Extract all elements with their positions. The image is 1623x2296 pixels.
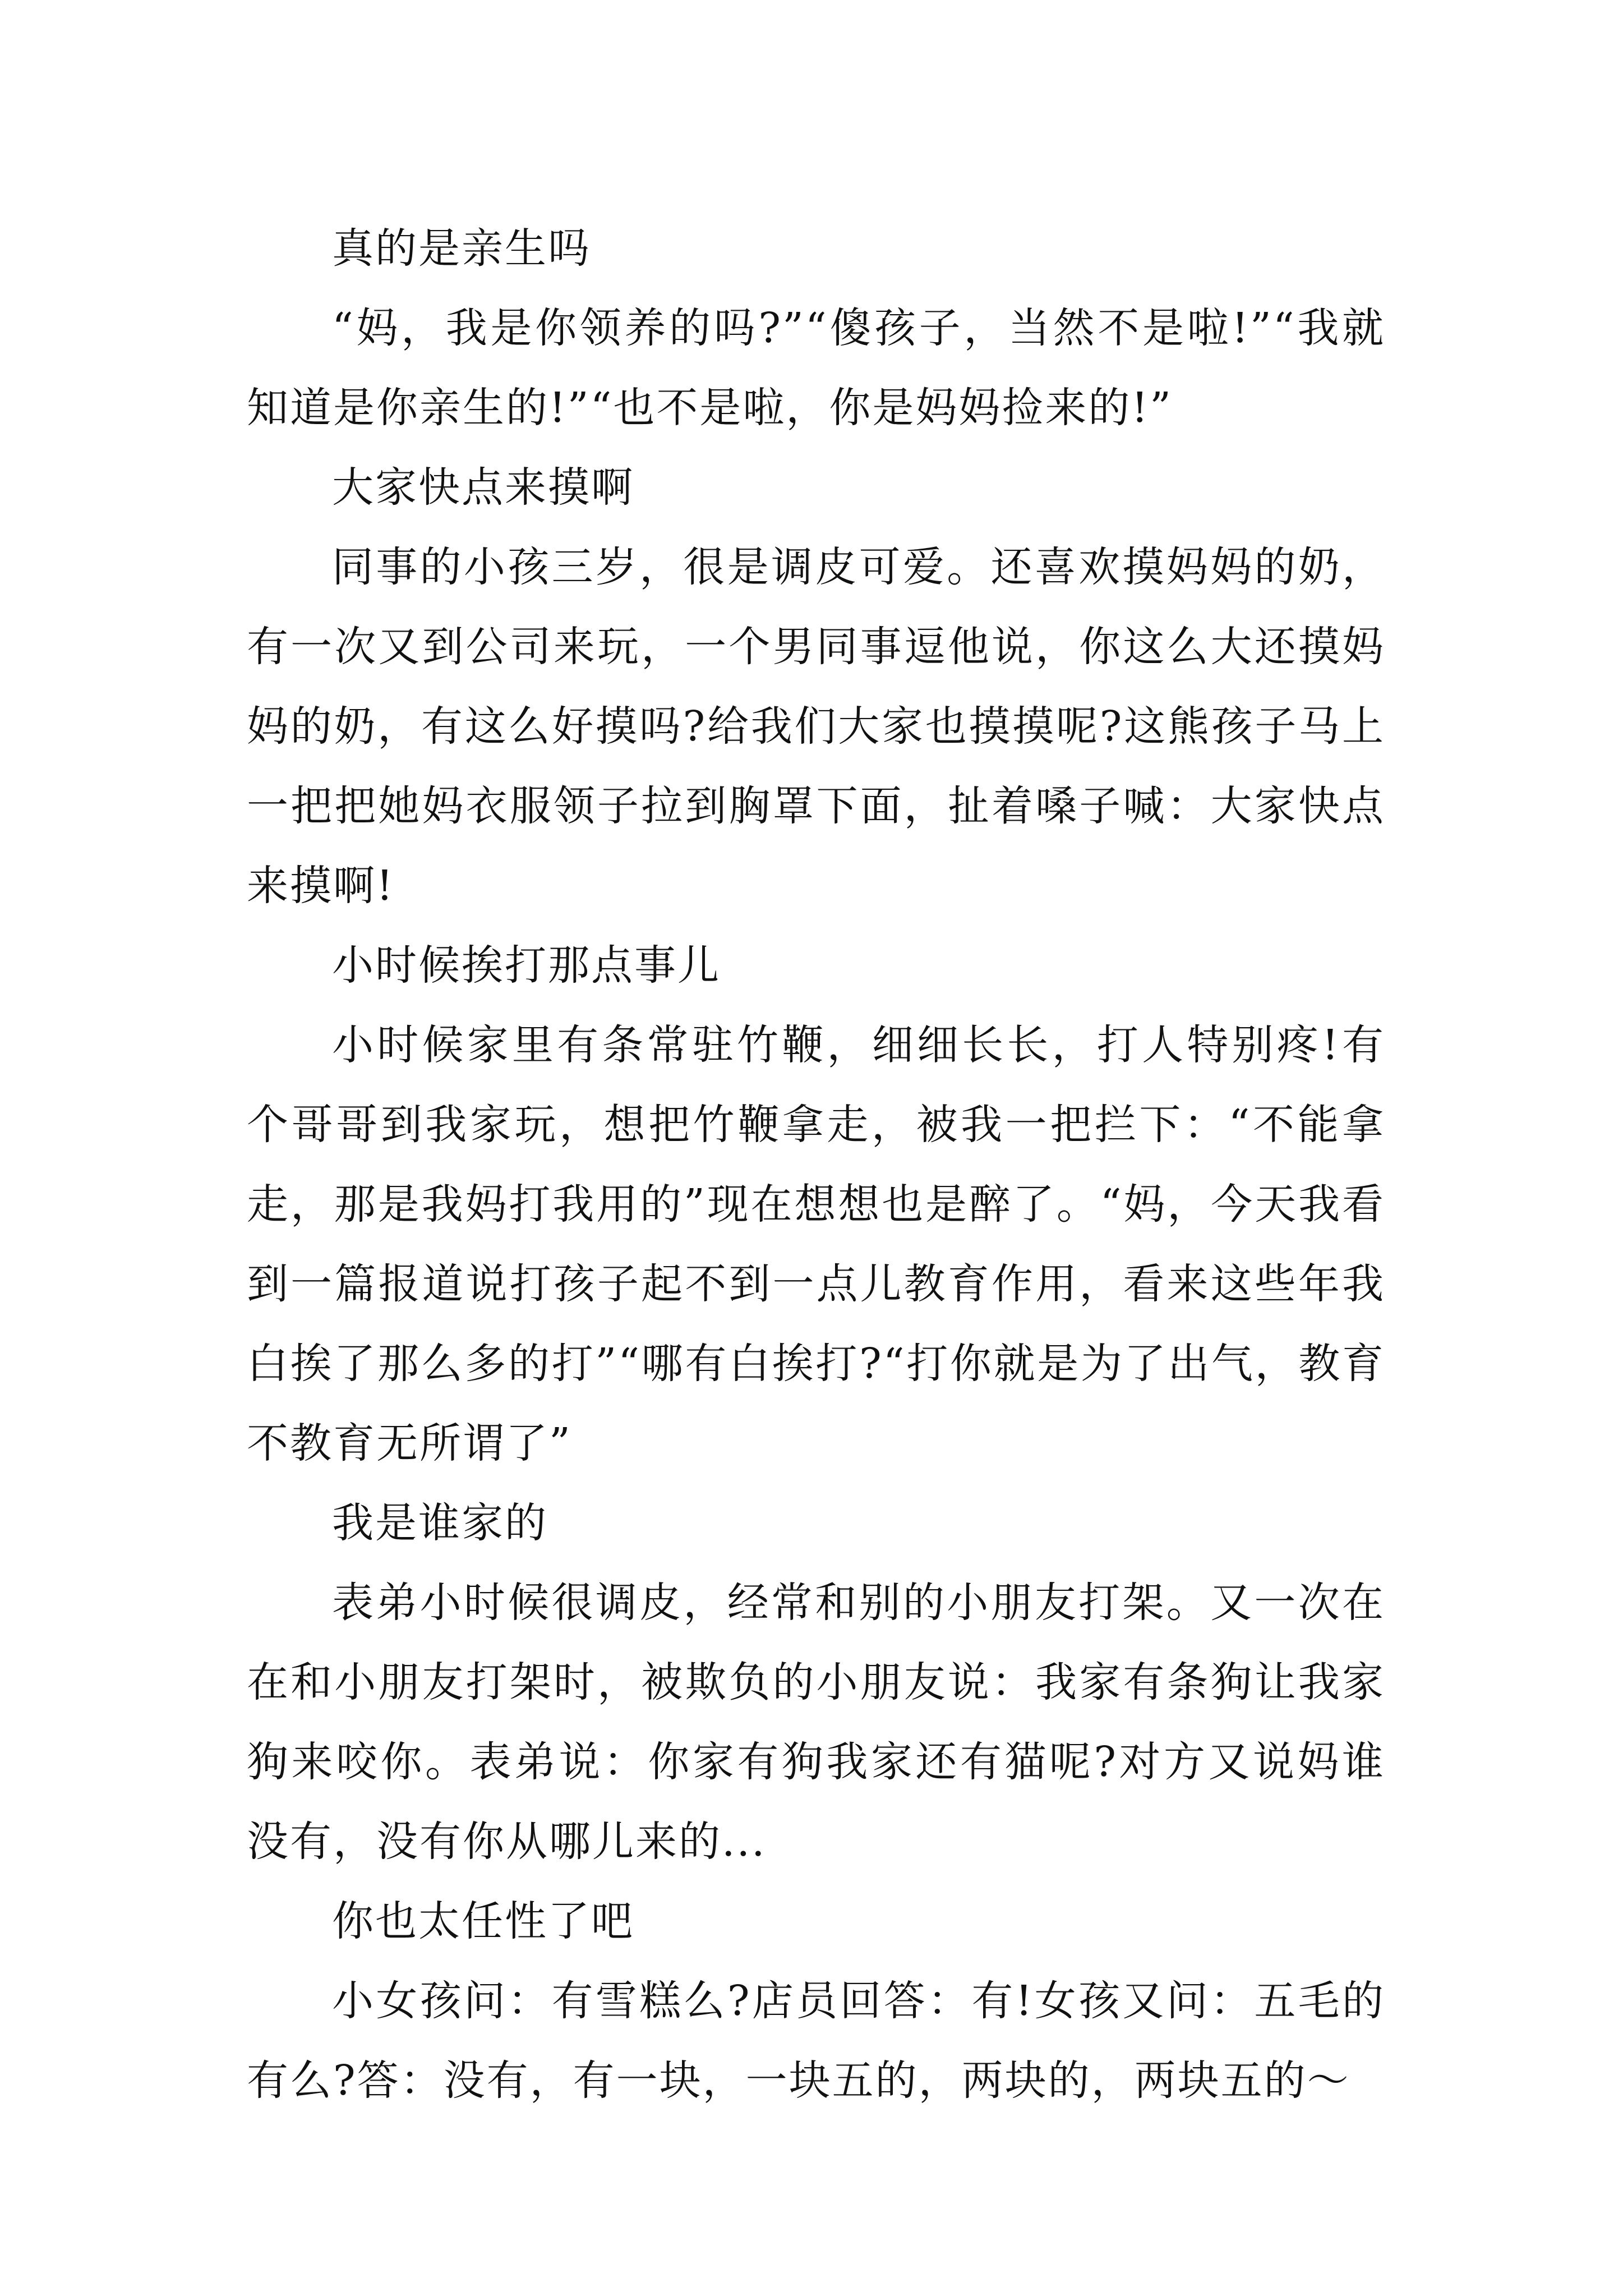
joke-section-4 (247, 1483, 1385, 1881)
section-title: 小时候挨打那点事儿 (332, 941, 721, 990)
section-title: 真的是亲生吗 (332, 224, 591, 273)
joke-section-5 (247, 1881, 1385, 2120)
section-title: 大家快点来摸啊 (332, 463, 634, 512)
section-paragraph: 同事的小孩三岁，很是调皮可爱。还喜欢摸妈妈的奶，有一次又到公司来玩，一个男同事逗他说，你这么大还摸妈妈的奶，有这么好摸吗?给我们大家也摸摸呢?这熊孩子马上一把把她妈衣服领子拉到胸罩下面，扯着嗓子喊：大家快点来摸啊! (247, 543, 1385, 910)
document-body (247, 209, 1385, 2120)
section-title: 你也太任性了吧 (332, 1897, 634, 1945)
section-title: 我是谁家的 (332, 1499, 548, 1547)
joke-section-2 (247, 448, 1385, 926)
section-paragraph: 表弟小时候很调皮，经常和别的小朋友打架。又一次在在和小朋友打架时，被欺负的小朋友说：我家有条狗让我家狗来咬你。表弟说：你家有狗我家还有猫呢?对方又说妈谁没有，没有你从哪儿来的... (247, 1579, 1385, 1866)
section-paragraph: 小时候家里有条常驻竹鞭，细细长长，打人特别疼!有个哥哥到我家玩，想把竹鞭拿走，被我一把拦下：“不能拿走，那是我妈打我用的”现在想想也是醉了。“妈，今天我看到一篇报道说打孩子起不到一点儿教育作用，看来这些年我白挨了那么多的打”“哪有白挨打?“打你就是为了出气，教育不教育无所谓了” (247, 1021, 1385, 1467)
joke-section-3 (247, 926, 1385, 1483)
section-paragraph: 小女孩问：有雪糕么?店员回答：有!女孩又问：五毛的有么?答：没有，有一块，一块五的，两块的，两块五的～ (247, 1977, 1385, 2105)
section-paragraph: “妈，我是你领养的吗?”“傻孩子，当然不是啦!”“我就知道是你亲生的!”“也不是啦，你是妈妈捡来的!” (247, 304, 1385, 432)
joke-section-1 (247, 209, 1385, 448)
